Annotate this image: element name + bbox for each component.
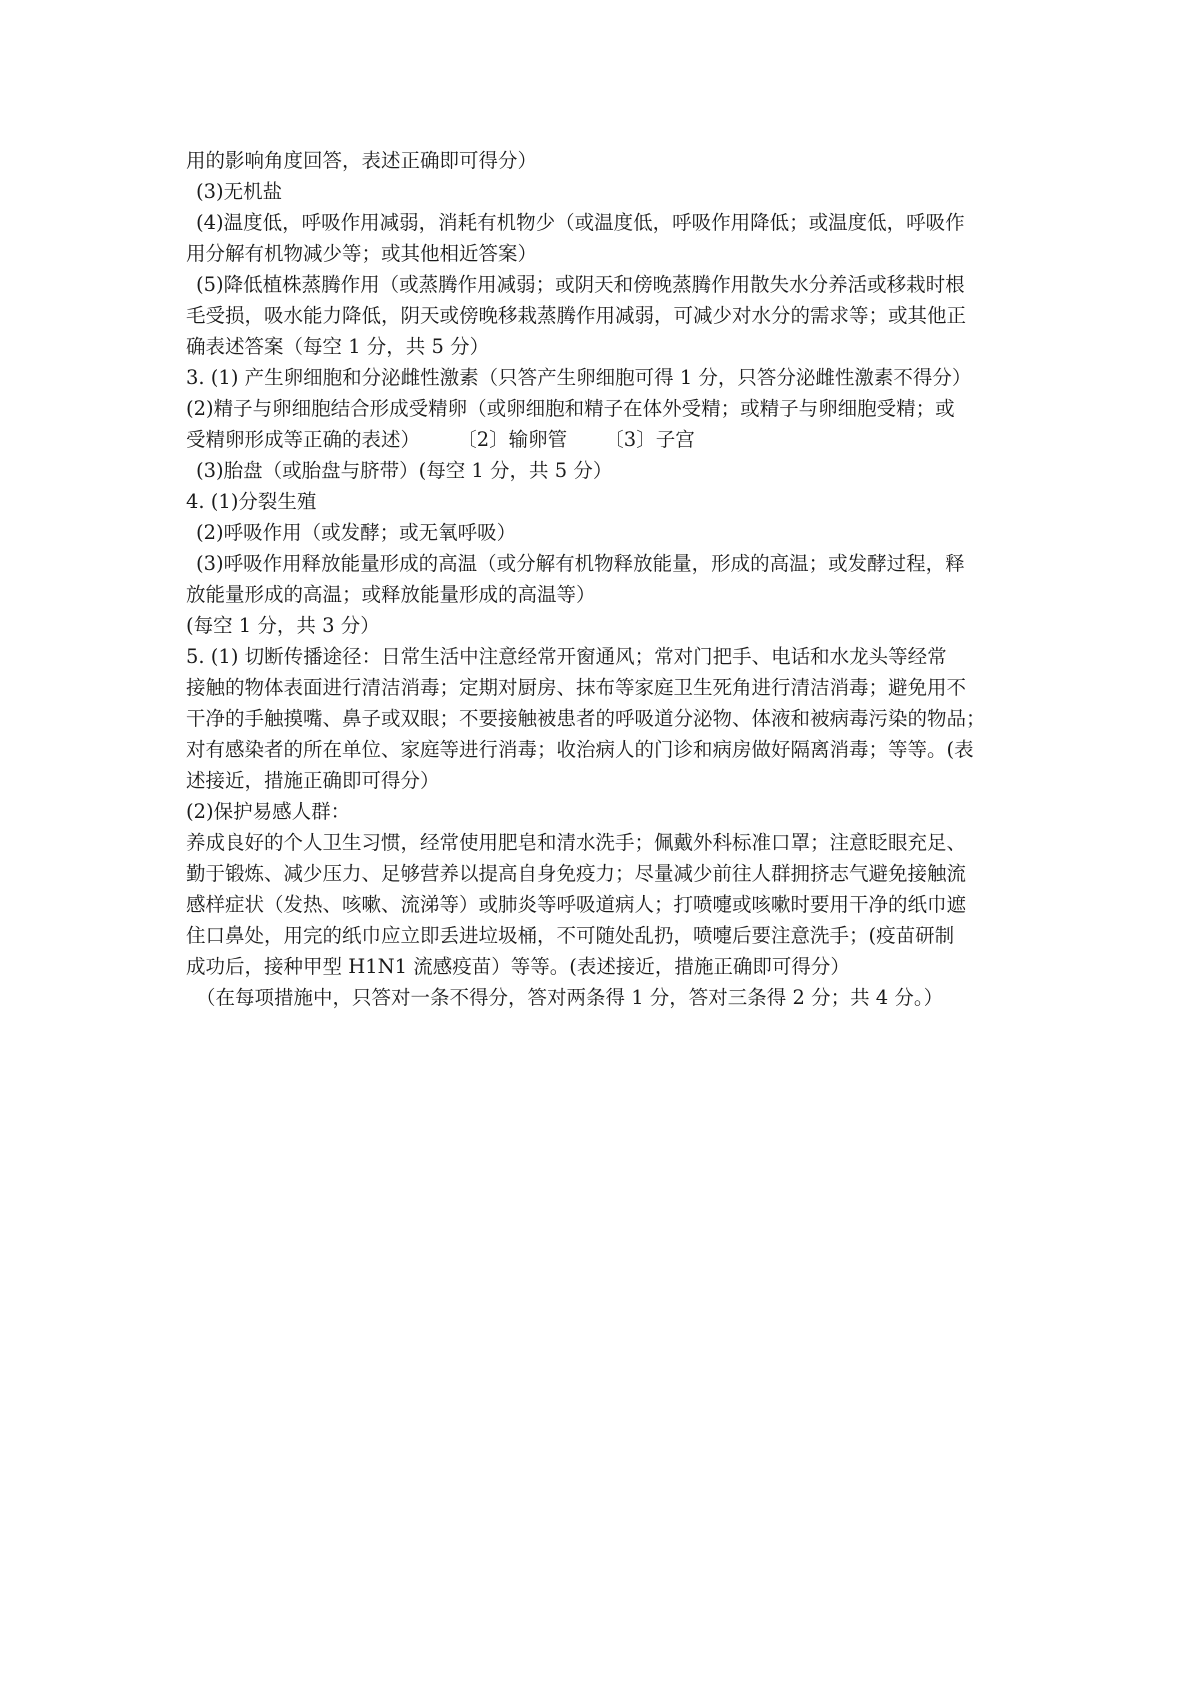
- text-line: (2)保护易感人群：: [186, 800, 351, 823]
- text-line: 4. (1)分裂生殖: [186, 490, 317, 513]
- text-line: (3)呼吸作用释放能量形成的高温（或分解有机物释放能量，形成的高温；或发酵过程，释: [196, 552, 965, 575]
- text-line: 3. (1) 产生卵细胞和分泌雌性激素（只答产生卵细胞可得 1 分，只答分泌雌性激素不得分）: [186, 366, 972, 389]
- text-line: 勤于锻炼、减少压力、足够营养以提高自身免疫力；尽量减少前往人群拥挤志气避免接触流: [186, 862, 967, 885]
- text-line: 毛受损，吸水能力降低，阴天或傍晚移栽蒸腾作用减弱，可减少对水分的需求等；或其他正: [186, 304, 967, 327]
- text-line: 成功后，接种甲型 H1N1 流感疫苗）等等。(表述接近，措施正确即可得分）: [186, 955, 850, 978]
- text-line: (3)无机盐: [196, 180, 283, 203]
- text-line: 接触的物体表面进行清洁消毒；定期对厨房、抹布等家庭卫生死角进行清洁消毒；避免用不: [186, 676, 967, 699]
- text-line: (2)呼吸作用（或发酵；或无氧呼吸）: [196, 521, 517, 544]
- text-line: 放能量形成的高温；或释放能量形成的高温等）: [186, 583, 596, 606]
- text-line: 述接近，措施正确即可得分）: [186, 769, 440, 792]
- text-line: (4)温度低，呼吸作用减弱，消耗有机物少（或温度低，呼吸作用降低；或温度低，呼吸作: [196, 211, 965, 234]
- text-line: （在每项措施中，只答对一条不得分，答对两条得 1 分，答对三条得 2 分；共 4 分。）: [196, 986, 944, 1009]
- text-line: 住口鼻处，用完的纸巾应立即丢进垃圾桶，不可随处乱扔，喷嚏后要注意洗手；(疫苗研制: [186, 924, 955, 947]
- text-line: 感样症状（发热、咳嗽、流涕等）或肺炎等呼吸道病人；打喷嚏或咳嗽时要用干净的纸巾遮: [186, 893, 967, 916]
- answer-text-body: [186, 145, 1026, 1013]
- text-line: 养成良好的个人卫生习惯，经常使用肥皂和清水洗手；佩戴外科标准口罩；注意眨眼充足、: [186, 831, 967, 854]
- text-line: 确表述答案（每空 1 分，共 5 分）: [186, 335, 490, 358]
- text-line: 干净的手触摸嘴、鼻子或双眼；不要接触被患者的呼吸道分泌物、体液和被病毒污染的物品；: [186, 707, 986, 730]
- text-line: 对有感染者的所在单位、家庭等进行消毒；收治病人的门诊和病房做好隔离消毒；等等。(表: [186, 738, 974, 761]
- text-line: 5. (1) 切断传播途径：日常生活中注意经常开窗通风；常对门把手、电话和水龙头等经常: [186, 645, 947, 668]
- text-line: 用分解有机物减少等；或其他相近答案）: [186, 242, 538, 265]
- text-line: 受精卵形成等正确的表述） 〔2〕输卵管 〔3〕子宫: [186, 428, 695, 451]
- text-line: (3)胎盘（或胎盘与脐带）(每空 1 分，共 5 分）: [196, 459, 613, 482]
- text-line: (每空 1 分，共 3 分）: [186, 614, 380, 637]
- text-line: 用的影响角度回答，表述正确即可得分）: [186, 149, 538, 172]
- text-line: (5)降低植株蒸腾作用（或蒸腾作用减弱；或阴天和傍晚蒸腾作用散失水分养活或移栽时根: [196, 273, 965, 296]
- text-line: (2)精子与卵细胞结合形成受精卵（或卵细胞和精子在体外受精；或精子与卵细胞受精；或: [186, 397, 955, 420]
